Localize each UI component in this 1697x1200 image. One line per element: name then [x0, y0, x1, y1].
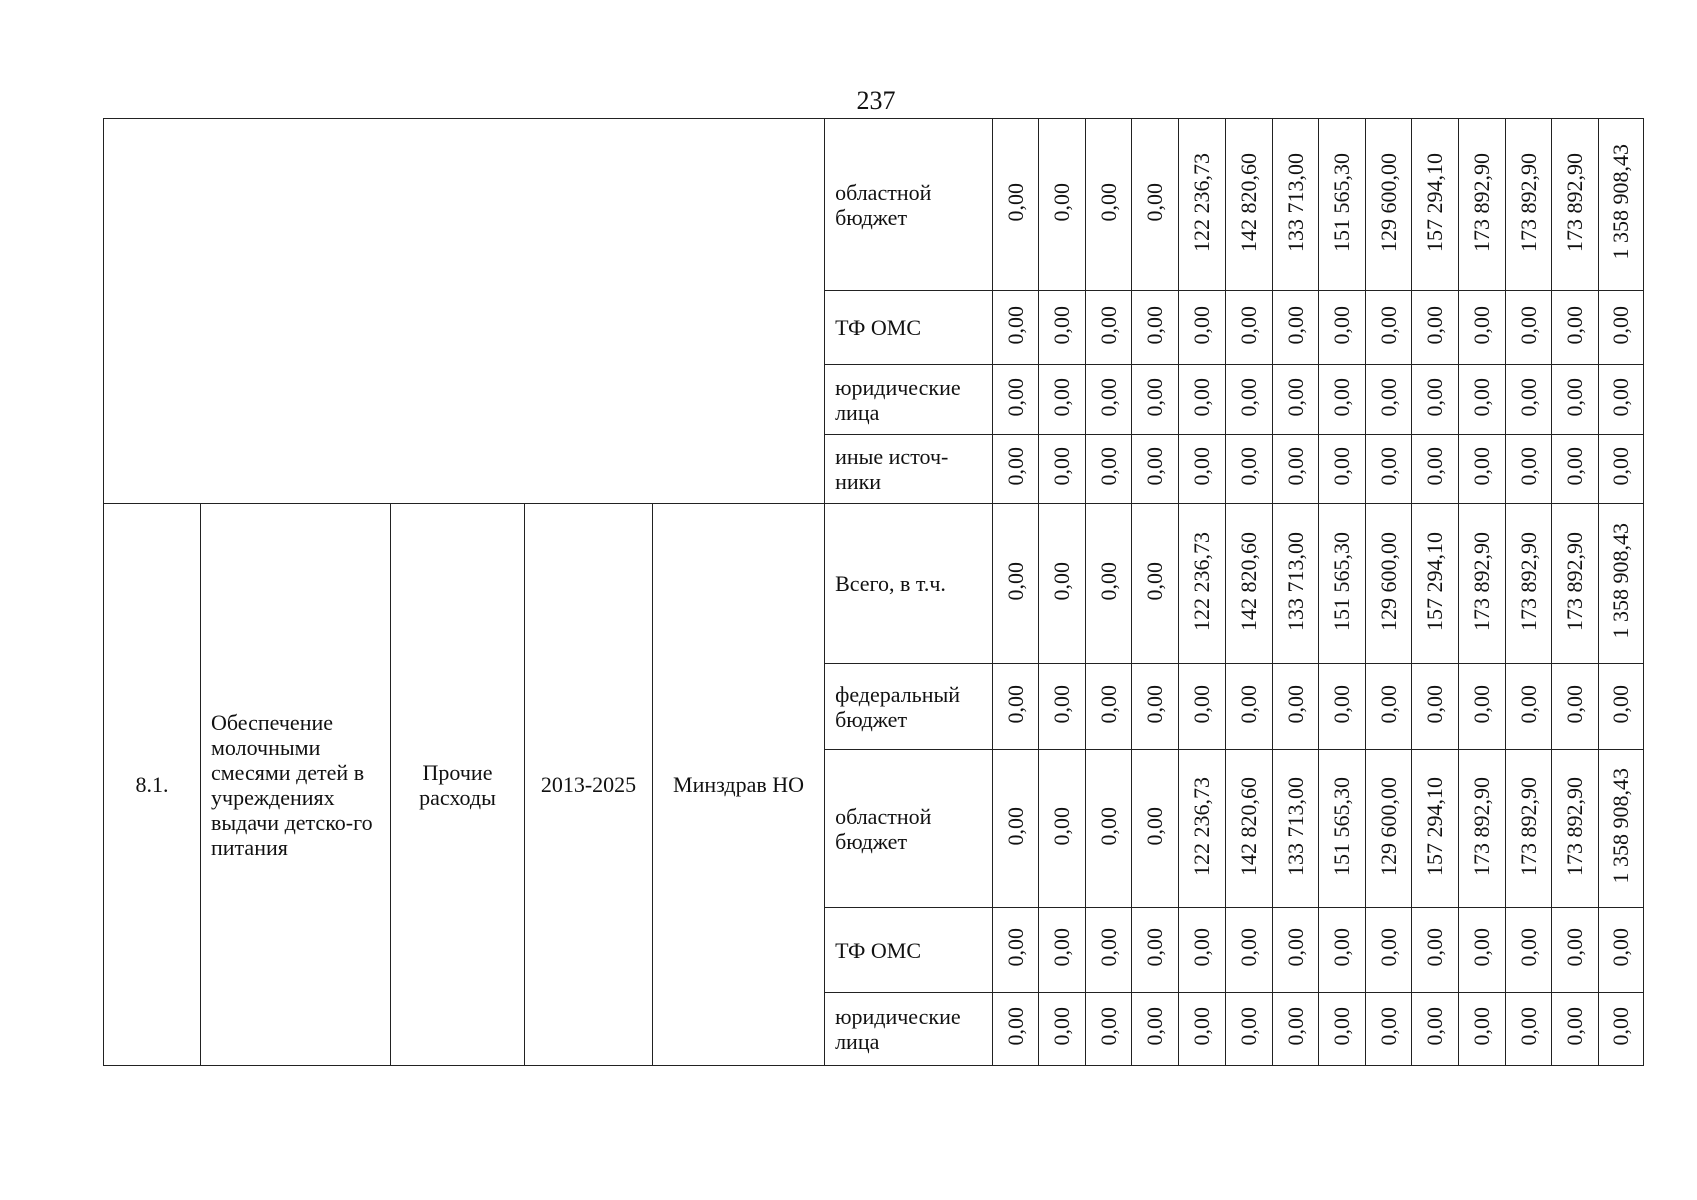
value-text: 157 294,10	[1422, 776, 1448, 876]
value-cell	[1132, 908, 1179, 993]
value-cell	[1179, 504, 1226, 664]
value-text: 0,00	[1049, 806, 1075, 846]
item-source-label: федеральный бюджет	[825, 664, 993, 750]
value-text: 122 236,73	[1189, 531, 1215, 631]
value-cell	[1366, 664, 1412, 750]
value-cell	[1039, 750, 1086, 908]
value-text: 0,00	[1422, 684, 1448, 724]
value-cell	[1319, 750, 1366, 908]
value-cell	[1273, 291, 1319, 365]
value-text: 0,00	[1329, 928, 1355, 967]
value-cell	[1273, 993, 1319, 1066]
value-cell	[1086, 365, 1132, 435]
value-text: 129 600,00	[1375, 776, 1401, 876]
value-cell	[1273, 664, 1319, 750]
value-cell	[1412, 504, 1459, 664]
value-cell	[1319, 119, 1366, 291]
value-text: 0,00	[1329, 1007, 1355, 1046]
value-text: 0,00	[1375, 684, 1401, 724]
value-text: 0,00	[1608, 305, 1634, 345]
value-text: 1 358 908,43	[1608, 768, 1634, 884]
value-cell	[1599, 504, 1644, 664]
value-cell	[1552, 435, 1599, 504]
value-cell	[1132, 993, 1179, 1066]
value-cell	[1086, 291, 1132, 365]
value-text: 0,00	[1142, 182, 1168, 222]
value-text: 0,00	[1608, 1007, 1634, 1046]
value-text: 0,00	[1236, 377, 1262, 417]
continuation-source-label: юридические лица	[825, 365, 993, 435]
value-text: 0,00	[1608, 684, 1634, 724]
value-cell	[1273, 504, 1319, 664]
value-cell	[1459, 119, 1506, 291]
value-text: 0,00	[1002, 684, 1028, 724]
value-cell	[1412, 993, 1459, 1066]
value-cell	[1552, 119, 1599, 291]
value-cell	[1039, 119, 1086, 291]
value-cell	[1086, 750, 1132, 908]
value-text: 0,00	[1608, 377, 1634, 417]
value-text: 0,00	[1095, 1007, 1121, 1046]
value-text: 0,00	[1515, 305, 1541, 345]
value-cell	[1506, 664, 1552, 750]
value-cell	[1132, 119, 1179, 291]
value-text: 0,00	[1422, 928, 1448, 967]
budget-table	[103, 118, 1644, 1066]
value-cell	[1412, 664, 1459, 750]
value-text: 0,00	[1002, 806, 1028, 846]
value-text: 0,00	[1608, 928, 1634, 967]
item-source-label: Всего, в т.ч.	[825, 504, 993, 664]
value-cell	[1599, 119, 1644, 291]
value-text: 0,00	[1236, 684, 1262, 724]
value-text: 0,00	[1236, 928, 1262, 967]
value-text: 0,00	[1002, 447, 1028, 486]
value-text: 173 892,90	[1469, 152, 1495, 252]
value-text: 151 565,30	[1329, 531, 1355, 631]
value-cell	[1412, 908, 1459, 993]
value-text: 133 713,00	[1282, 152, 1308, 252]
value-cell	[1599, 664, 1644, 750]
value-cell	[1039, 365, 1086, 435]
value-text: 0,00	[1282, 684, 1308, 724]
value-cell	[1319, 365, 1366, 435]
value-cell	[1412, 435, 1459, 504]
value-text: 173 892,90	[1515, 776, 1541, 876]
value-text: 0,00	[1189, 684, 1215, 724]
value-cell	[1552, 908, 1599, 993]
value-cell	[1552, 504, 1599, 664]
value-text: 0,00	[1515, 1007, 1541, 1046]
value-cell	[1039, 291, 1086, 365]
value-text: 0,00	[1469, 1007, 1495, 1046]
value-cell	[1179, 750, 1226, 908]
value-cell	[1226, 504, 1273, 664]
value-cell	[1226, 435, 1273, 504]
value-text: 173 892,90	[1515, 152, 1541, 252]
value-cell	[1273, 750, 1319, 908]
value-text: 1 358 908,43	[1608, 144, 1634, 260]
value-text: 0,00	[1375, 1007, 1401, 1046]
value-text: 0,00	[1049, 377, 1075, 417]
value-text: 0,00	[1189, 928, 1215, 967]
value-text: 0,00	[1422, 305, 1448, 345]
value-text: 142 820,60	[1236, 531, 1262, 631]
value-cell	[1599, 365, 1644, 435]
value-cell	[1412, 365, 1459, 435]
value-cell	[993, 291, 1039, 365]
value-text: 0,00	[1002, 305, 1028, 345]
value-text: 173 892,90	[1515, 531, 1541, 631]
value-cell	[1179, 119, 1226, 291]
value-text: 0,00	[1142, 806, 1168, 846]
value-cell	[1226, 664, 1273, 750]
value-text: 0,00	[1469, 684, 1495, 724]
value-cell	[1319, 435, 1366, 504]
value-cell	[1226, 291, 1273, 365]
value-cell	[1599, 291, 1644, 365]
item-number: 8.1.	[104, 504, 201, 1066]
value-cell	[1366, 291, 1412, 365]
value-cell	[1179, 664, 1226, 750]
value-cell	[993, 750, 1039, 908]
value-text: 0,00	[1282, 377, 1308, 417]
value-text: 0,00	[1095, 182, 1121, 222]
value-text: 1 358 908,43	[1608, 523, 1634, 639]
value-cell	[1179, 993, 1226, 1066]
value-text: 133 713,00	[1282, 531, 1308, 631]
value-text: 0,00	[1562, 377, 1588, 417]
value-cell	[1039, 435, 1086, 504]
value-cell	[1366, 908, 1412, 993]
value-text: 0,00	[1236, 1007, 1262, 1046]
value-text: 0,00	[1562, 1007, 1588, 1046]
value-cell	[1226, 750, 1273, 908]
value-cell	[1506, 993, 1552, 1066]
value-cell	[1132, 750, 1179, 908]
value-text: 173 892,90	[1469, 776, 1495, 876]
value-text: 0,00	[1002, 928, 1028, 967]
value-cell	[1506, 119, 1552, 291]
value-cell	[1226, 119, 1273, 291]
value-text: 0,00	[1095, 806, 1121, 846]
value-text: 0,00	[1095, 928, 1121, 967]
value-text: 173 892,90	[1562, 152, 1588, 252]
value-cell	[1599, 908, 1644, 993]
value-cell	[993, 435, 1039, 504]
value-cell	[1132, 664, 1179, 750]
value-text: 0,00	[1329, 305, 1355, 345]
value-cell	[1506, 365, 1552, 435]
value-cell	[1366, 119, 1412, 291]
value-text: 0,00	[1562, 928, 1588, 967]
value-text: 0,00	[1469, 447, 1495, 486]
value-cell	[1599, 435, 1644, 504]
value-text: 129 600,00	[1375, 152, 1401, 252]
value-cell	[1273, 908, 1319, 993]
value-text: 0,00	[1095, 561, 1121, 601]
value-cell	[1273, 435, 1319, 504]
value-text: 129 600,00	[1375, 531, 1401, 631]
value-text: 0,00	[1562, 305, 1588, 345]
item-source-label: юридические лица	[825, 993, 993, 1066]
value-cell	[1412, 750, 1459, 908]
item-name: Обеспечение молочными смесями детей в учреждениях выдачи детско-го питания	[201, 504, 391, 1066]
item-source-label: ТФ ОМС	[825, 908, 993, 993]
value-cell	[1459, 993, 1506, 1066]
value-cell	[1179, 365, 1226, 435]
value-cell	[993, 365, 1039, 435]
value-text: 173 892,90	[1562, 776, 1588, 876]
value-text: 173 892,90	[1469, 531, 1495, 631]
value-cell	[993, 993, 1039, 1066]
continuation-source-label: ТФ ОМС	[825, 291, 993, 365]
value-text: 0,00	[1422, 377, 1448, 417]
value-cell	[1506, 291, 1552, 365]
value-cell	[1412, 291, 1459, 365]
value-cell	[1086, 504, 1132, 664]
value-cell	[1599, 993, 1644, 1066]
value-text: 0,00	[1375, 447, 1401, 486]
value-text: 0,00	[1002, 1007, 1028, 1046]
value-text: 0,00	[1562, 684, 1588, 724]
value-text: 157 294,10	[1422, 152, 1448, 252]
value-cell	[1179, 908, 1226, 993]
value-text: 0,00	[1142, 561, 1168, 601]
value-cell	[1132, 435, 1179, 504]
value-text: 0,00	[1608, 447, 1634, 486]
value-cell	[1039, 993, 1086, 1066]
value-text: 0,00	[1049, 1007, 1075, 1046]
value-text: 157 294,10	[1422, 531, 1448, 631]
value-text: 0,00	[1469, 305, 1495, 345]
value-text: 0,00	[1422, 1007, 1448, 1046]
value-text: 0,00	[1189, 1007, 1215, 1046]
value-cell	[1226, 365, 1273, 435]
value-text: 0,00	[1049, 928, 1075, 967]
continuation-blank-cell	[104, 119, 825, 504]
value-cell	[1132, 504, 1179, 664]
value-text: 0,00	[1375, 305, 1401, 345]
value-cell	[1226, 993, 1273, 1066]
value-cell	[993, 908, 1039, 993]
value-text: 0,00	[1095, 684, 1121, 724]
value-cell	[1319, 664, 1366, 750]
value-cell	[1552, 993, 1599, 1066]
value-cell	[1459, 664, 1506, 750]
value-cell	[1552, 365, 1599, 435]
value-cell	[1319, 993, 1366, 1066]
value-text: 0,00	[1095, 305, 1121, 345]
value-text: 0,00	[1282, 928, 1308, 967]
value-text: 0,00	[1236, 305, 1262, 345]
value-text: 0,00	[1375, 377, 1401, 417]
value-text: 0,00	[1189, 305, 1215, 345]
value-cell	[1086, 908, 1132, 993]
value-cell	[1459, 435, 1506, 504]
value-text: 0,00	[1002, 182, 1028, 222]
value-cell	[1459, 365, 1506, 435]
value-cell	[1039, 504, 1086, 664]
value-cell	[1366, 993, 1412, 1066]
value-text: 0,00	[1049, 684, 1075, 724]
value-cell	[1552, 291, 1599, 365]
value-text: 0,00	[1095, 377, 1121, 417]
page-number: 237	[856, 86, 896, 115]
value-cell	[993, 504, 1039, 664]
value-text: 142 820,60	[1236, 776, 1262, 876]
value-cell	[1599, 750, 1644, 908]
value-text: 0,00	[1142, 447, 1168, 486]
value-text: 0,00	[1142, 1007, 1168, 1046]
value-text: 0,00	[1515, 928, 1541, 967]
continuation-source-label: областной бюджет	[825, 119, 993, 291]
value-text: 0,00	[1142, 377, 1168, 417]
value-text: 0,00	[1002, 377, 1028, 417]
value-text: 122 236,73	[1189, 152, 1215, 252]
value-cell	[993, 119, 1039, 291]
value-text: 122 236,73	[1189, 776, 1215, 876]
value-text: 0,00	[1515, 447, 1541, 486]
value-text: 142 820,60	[1236, 152, 1262, 252]
item-source-label: областной бюджет	[825, 750, 993, 908]
value-cell	[1273, 119, 1319, 291]
value-text: 0,00	[1142, 684, 1168, 724]
value-cell	[1412, 119, 1459, 291]
value-cell	[1086, 119, 1132, 291]
value-text: 0,00	[1329, 447, 1355, 486]
value-cell	[1319, 291, 1366, 365]
value-cell	[1366, 435, 1412, 504]
value-cell	[1319, 908, 1366, 993]
continuation-source-label: иные источ-ники	[825, 435, 993, 504]
value-text: 0,00	[1189, 377, 1215, 417]
value-text: 0,00	[1469, 377, 1495, 417]
value-cell	[1552, 664, 1599, 750]
value-cell	[1039, 664, 1086, 750]
value-text: 0,00	[1142, 305, 1168, 345]
value-cell	[1319, 504, 1366, 664]
value-cell	[1179, 291, 1226, 365]
value-cell	[1506, 435, 1552, 504]
value-text: 0,00	[1282, 447, 1308, 486]
value-text: 0,00	[1422, 447, 1448, 486]
table-row	[104, 119, 1644, 291]
value-cell	[1459, 908, 1506, 993]
value-text: 0,00	[1375, 928, 1401, 967]
item-executor: Минздрав НО	[653, 504, 825, 1066]
value-text: 0,00	[1515, 684, 1541, 724]
value-cell	[993, 664, 1039, 750]
value-text: 0,00	[1049, 182, 1075, 222]
value-cell	[1459, 291, 1506, 365]
value-text: 0,00	[1189, 447, 1215, 486]
value-cell	[1086, 993, 1132, 1066]
value-cell	[1552, 750, 1599, 908]
value-text: 0,00	[1282, 1007, 1308, 1046]
item-period: 2013-2025	[525, 504, 653, 1066]
value-cell	[1366, 504, 1412, 664]
value-cell	[1366, 365, 1412, 435]
table-row	[104, 504, 1644, 664]
value-text: 0,00	[1095, 447, 1121, 486]
value-text: 0,00	[1329, 377, 1355, 417]
value-text: 133 713,00	[1282, 776, 1308, 876]
value-cell	[1132, 365, 1179, 435]
value-cell	[1366, 750, 1412, 908]
value-text: 173 892,90	[1562, 531, 1588, 631]
value-text: 0,00	[1049, 305, 1075, 345]
value-text: 151 565,30	[1329, 152, 1355, 252]
value-cell	[1506, 504, 1552, 664]
value-text: 0,00	[1329, 684, 1355, 724]
value-cell	[1226, 908, 1273, 993]
value-text: 0,00	[1049, 447, 1075, 486]
value-cell	[1039, 908, 1086, 993]
value-text: 0,00	[1142, 928, 1168, 967]
value-text: 0,00	[1515, 377, 1541, 417]
value-cell	[1506, 750, 1552, 908]
value-text: 0,00	[1236, 447, 1262, 486]
value-text: 151 565,30	[1329, 776, 1355, 876]
value-cell	[1179, 435, 1226, 504]
value-text: 0,00	[1469, 928, 1495, 967]
value-cell	[1132, 291, 1179, 365]
value-text: 0,00	[1049, 561, 1075, 601]
item-expense-type: Прочие расходы	[391, 504, 525, 1066]
value-text: 0,00	[1282, 305, 1308, 345]
value-cell	[1459, 750, 1506, 908]
value-text: 0,00	[1562, 447, 1588, 486]
value-cell	[1086, 664, 1132, 750]
value-text: 0,00	[1002, 561, 1028, 601]
value-cell	[1506, 908, 1552, 993]
value-cell	[1273, 365, 1319, 435]
value-cell	[1459, 504, 1506, 664]
value-cell	[1086, 435, 1132, 504]
